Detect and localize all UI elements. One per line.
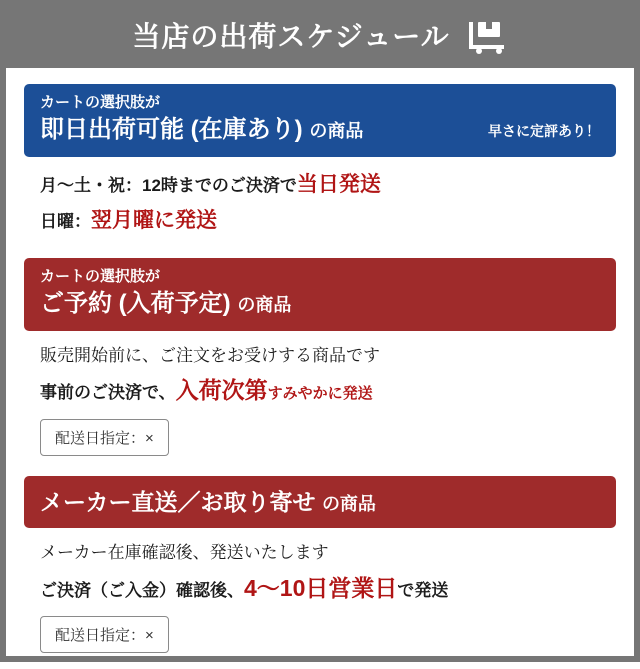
detail-emphasis-small: すみやかに発送 <box>267 384 373 402</box>
banner-main-prefix: ご予約 <box>40 289 112 317</box>
banner-sub-label: カートの選択肢が <box>40 94 161 111</box>
page-header <box>6 6 634 68</box>
section-direct-shipping <box>24 476 616 658</box>
detail-label: 日曜： <box>40 212 91 232</box>
delivery-date-tag: 配送日指定：× <box>40 616 169 653</box>
banner-in-stock <box>24 84 616 157</box>
detail-emphasis: 入荷次第 <box>175 376 268 403</box>
banner-texts <box>40 94 363 145</box>
banner-sub-label: カートの選択肢が <box>40 267 161 285</box>
banner-texts <box>40 268 291 319</box>
detail-label: 事前のご決済で、 <box>40 382 176 402</box>
banner-main-label <box>40 115 363 145</box>
section-in-stock <box>24 84 616 246</box>
detail-line <box>40 571 608 607</box>
banner-main-label <box>40 488 376 517</box>
detail-emphasis: 翌月曜に発送 <box>91 209 217 233</box>
detail-mid: 12時までのご決済で <box>142 175 297 195</box>
detail-line: メーカー在庫確認後、発送いたします <box>40 543 329 563</box>
details-in-stock <box>24 157 616 246</box>
details-preorder <box>24 331 616 460</box>
hand-truck-icon <box>464 20 508 54</box>
banner-main-prefix: メーカー直送／お取り寄せ <box>40 488 316 515</box>
banner-main-suffix: の商品 <box>237 294 292 315</box>
detail-emphasis-suffix: で発送 <box>397 580 449 600</box>
banner-main-paren: (在庫あり) <box>190 115 303 143</box>
detail-line <box>40 169 608 202</box>
detail-emphasis: 4〜10日営業日 <box>244 574 398 601</box>
detail-label: ご決済（ご入金）確認後、 <box>40 580 244 600</box>
banner-direct-shipping <box>24 476 616 529</box>
detail-emphasis: 当日発送 <box>296 172 381 196</box>
banner-main-suffix: の商品 <box>321 493 376 514</box>
detail-line <box>40 373 608 409</box>
banner-main-suffix: の商品 <box>309 120 364 141</box>
banner-main-paren: (入荷予定) <box>118 289 231 317</box>
detail-line: 販売開始前に、ご注文をお受けする商品です <box>40 345 380 365</box>
detail-label: 月〜土・祝： <box>40 175 142 195</box>
banner-main-label <box>40 289 291 319</box>
delivery-date-tag: 配送日指定：× <box>40 419 169 456</box>
page-body <box>6 68 634 669</box>
details-direct-shipping <box>24 528 616 657</box>
section-preorder <box>24 258 616 460</box>
banner-note: 早さに定評あり！ <box>488 122 600 139</box>
page-title: 当店の出荷スケジュール <box>132 21 450 52</box>
detail-line <box>40 205 608 238</box>
banner-main-prefix: 即日出荷可能 <box>40 115 184 143</box>
banner-texts <box>40 488 376 517</box>
banner-preorder <box>24 258 616 331</box>
